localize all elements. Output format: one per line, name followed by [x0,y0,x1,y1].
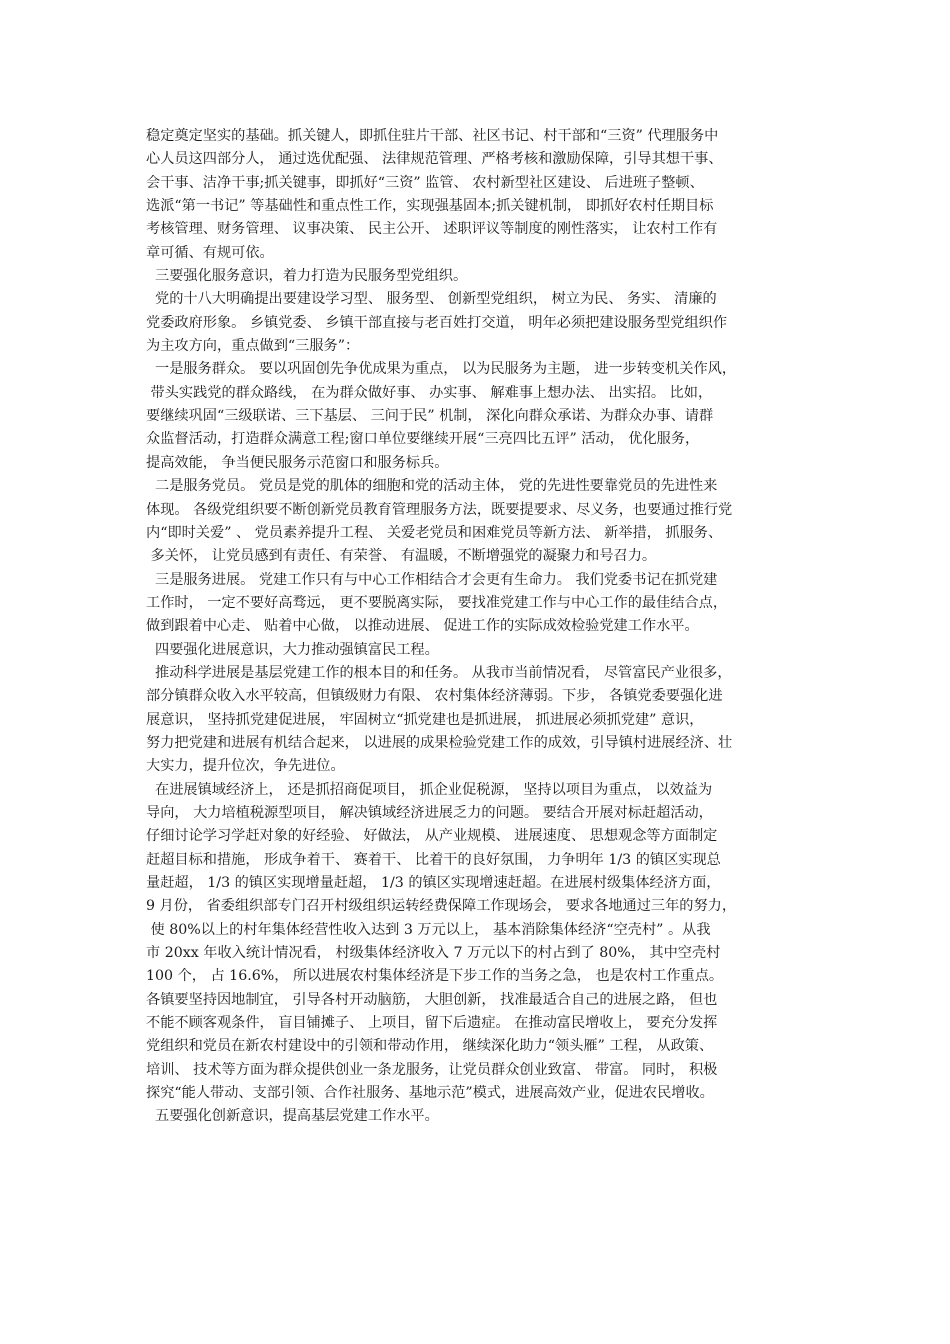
text-line: 不能不顾客观条件， 盲目铺摊子、 上项目，留下后遗症。 在推动富民增收上， 要充分发挥 [146,1015,718,1032]
text-line: 三是服务进展。 党建工作只有与中心工作相结合才会更有生命力。 我们党委书记在抓党建 [146,571,718,588]
text-line: 提高效能， 争当便民服务示范窗口和服务标兵。 [146,454,449,471]
text-line: 章可循、有规可依。 [146,244,274,261]
text-line: 展意识， 坚持抓党建促进展， 牢固树立“抓党建也是抓进展， 抓进展必须抓党建” 意识， [146,711,704,728]
text-line: 市 20xx 年收入统计情况看， 村级集体经济收入 7 万元以下的村占到了 80%， 其中空壳村 [146,945,721,962]
text-line: 心人员这四部分人， 通过选优配强、 法律规范管理、严格考核和激励保障，引导其想干事、 [146,151,723,168]
text-line: 导向， 大力培植税源型项目， 解决镇域经济进展乏力的问题。 要结合开展对标赶超活动， [146,804,713,821]
text-line: 努力把党建和进展有机结合起来， 以进展的成果检验党建工作的成效，引导镇村进展经济、壮 [146,734,733,751]
text-line: 众监督活动，打造群众满意工程;窗口单位要继续开展“三亮四比五评” 活动， 优化服务， [146,431,700,448]
document-body [146,125,814,1129]
text-line: 四要强化进展意识，大力推动强镇富民工程。 [146,641,439,658]
text-line: 为主攻方向，重点做到“三服务”： [146,338,360,355]
text-line: 五要强化创新意识，提高基层党建工作水平。 [146,1108,439,1125]
text-line: 三要强化服务意识，着力打造为民服务型党组织。 [146,268,468,285]
text-line: 量赶超， 1/3 的镇区实现增量赶超， 1/3 的镇区实现增速赶超。在进展村级集体经济方面， [146,875,721,891]
text-line: 要继续巩固“三级联诺、三下基层、 三问于民” 机制， 深化向群众承诺、为群众办事、请群 [146,408,714,425]
text-line: 党的十八大明确提出要建设学习型、 服务型、 创新型党组织， 树立为民、 务实、 清廉的 [146,291,717,308]
text-line: 探究“能人带动、支部引领、合作社服务、基地示范”模式，进展高效产业，促进农民增收。 [146,1085,714,1102]
text-line: 100 个， 占 16.6%， 所以进展农村集体经济是下步工作的当务之急， 也是农村工作重点。 [146,968,724,985]
text-line: 在进展镇域经济上， 还是抓招商促项目， 抓企业促税源， 坚持以项目为重点， 以效益为 [146,781,713,798]
text-line: 体现。 各级党组织要不断创新党员教育管理服务方法，既要提要求、尽义务，也要通过推行党 [146,501,733,518]
text-line: 考核管理、财务管理、 议事决策、 民主公开、 述职评议等制度的刚性落实， 让农村工作有 [146,221,718,238]
text-line: 工作时， 一定不要好高骛远， 更不要脱离实际， 要找准党建工作与中心工作的最佳结合点， [146,594,728,611]
text-line: 各镇要坚持因地制宜， 引导各村开动脑筋， 大胆创新， 找准最适合自己的进展之路， 但也 [146,991,718,1008]
text-line: 内“即时关爱” 、 党员素养提升工程、 关爱老党员和困难党员等新方法、 新举措， 抓服务、 [146,524,723,541]
text-line: 稳定奠定坚实的基础。抓关键人，即抓住驻片干部、社区书记、村干部和“三资” 代理服务中 [146,128,719,144]
text-line: 党组织和党员在新农村建设中的引领和带动作用， 继续深化助力“领头雁” 工程， 从政策、 [146,1038,714,1055]
text-line: 一是服务群众。 要以巩固创先争优成果为重点， 以为民服务为主题， 进一步转变机关作风， [146,361,737,378]
text-line: 大实力，提升位次，争先进位。 [146,758,345,775]
text-line: 推动科学进展是基层党建工作的根本目的和任务。 从我市当前情况看， 尽管富民产业很多， [146,664,732,681]
text-line: 部分镇群众收入水平较高，但镇级财力有限、 农村集体经济薄弱。下步， 各镇党委要强化进 [146,688,723,705]
text-line: 使 80%以上的村年集体经营性收入达到 3 万元以上， 基本消除集体经济“空壳村” 。从我 [146,921,711,938]
text-line: 赶超目标和措施， 形成争着干、 赛着干、 比着干的良好氛围， 力争明年 1/3 的镇区实现总 [146,851,721,868]
text-line: 仔细讨论学习学赶对象的好经验、 好做法， 从产业规模、 进展速度、 思想观念等方面制定 [146,828,718,845]
text-line: 9 月份， 省委组织部专门召开村级组织运转经费保障工作现场会， 要求各地通过三年的努力， [146,898,737,915]
text-line: 带头实践党的群众路线， 在为群众做好事、 办实事、 解难事上想办法、 出实招。 比如， [146,384,713,401]
text-line: 选派“第一书记” 等基础性和重点性工作，实现强基固本;抓关键机制， 即抓好农村任期目标 [146,198,714,215]
text-line: 多关怀， 让党员感到有责任、有荣誉、 有温暖，不断增强党的凝聚力和号召力。 [146,548,657,565]
text-line: 党委政府形象。 乡镇党委、 乡镇干部直接与老百姓打交道， 明年必须把建设服务型党组织作 [146,314,728,331]
text-line: 培训、 技术等方面为群众提供创业一条龙服务，让党员群众创业致富、 带富。 同时， 积极 [146,1061,718,1078]
text-line: 做到跟着中心走、 贴着中心做， 以推动进展、 促进工作的实际成效检验党建工作水平。 [146,618,699,635]
text-line: 会干事、洁净干事;抓关键事，即抓好“三资” 监管、 农村新型社区建设、 后进班子整顿、 [146,174,704,191]
text-line: 二是服务党员。 党员是党的肌体的细胞和党的活动主体， 党的先进性要靠党员的先进性来 [146,478,718,495]
